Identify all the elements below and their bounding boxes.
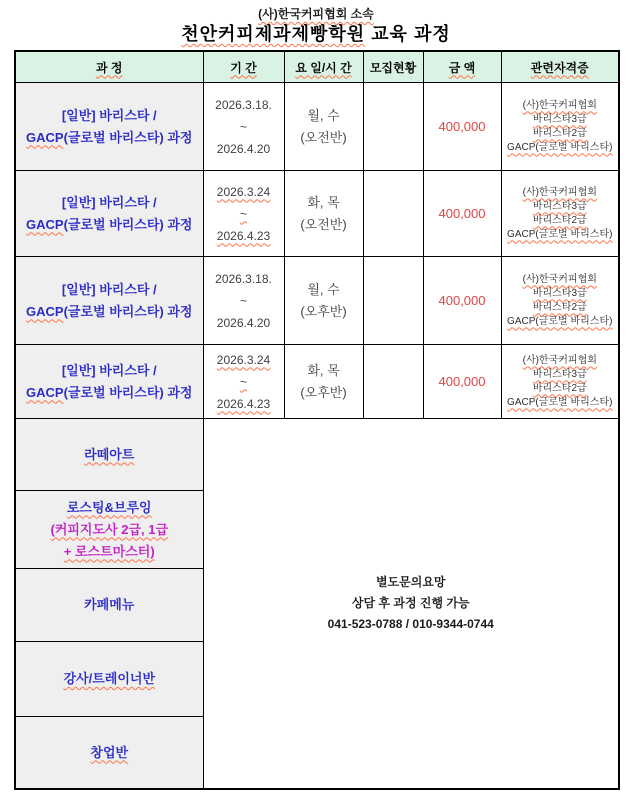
course-name-prefix: GACP [26, 384, 64, 400]
period-tilde: ~ [239, 206, 247, 221]
page-title-main: 천안커피제과제빵학원 [181, 24, 366, 44]
table-row [15, 171, 619, 257]
cert-line: 바리스타2급 [532, 301, 587, 313]
course-name-cell-cafe-menu [15, 569, 203, 642]
recruit-status-cell [363, 345, 423, 419]
daytime-cell [284, 345, 363, 419]
cert-line: 바리스타2급 [532, 382, 587, 394]
course-name-rest: (글로벌 바리스타) 과정 [63, 216, 193, 232]
course-name-cell-latte-art [15, 419, 203, 491]
cert-line: 바리스타3급 [532, 368, 587, 380]
course-name-line2 [18, 127, 201, 149]
org-subtitle: (사)한국커피협회 소속 [258, 7, 374, 21]
course-name-rest: (글로벌 바리스타) 과정 [63, 303, 193, 319]
notice-phone-numbers: 041-523-0788 / 010-9344-0744 [327, 617, 494, 631]
table-header-row [15, 51, 619, 83]
course-name-line2 [18, 382, 201, 404]
col-header-price: 금 액 [423, 51, 501, 83]
period-end: 2026.4.20 [216, 141, 271, 156]
period-cell [203, 257, 284, 345]
inquiry-notice-cell [203, 419, 619, 790]
course-name-line1: [일반] 바리스타 / [61, 281, 157, 297]
course-name-cell [15, 345, 203, 419]
table-row [15, 345, 619, 419]
session: (오전반) [300, 129, 347, 145]
price-cell: 400,000 [423, 83, 501, 171]
page-title [14, 22, 618, 46]
notice-line2: 상담 후 과정 진행 가능 [351, 596, 470, 610]
col-header-course: 과 정 [15, 51, 203, 83]
cert-line: 바리스타3급 [532, 287, 587, 299]
col-header-recruit: 모집현황 [363, 51, 423, 83]
course-name-prefix: GACP [26, 129, 64, 145]
period-start: 2026.3.24 [216, 352, 271, 367]
course-name-cell [15, 257, 203, 345]
course-name-line1: [일반] 바리스타 / [61, 362, 157, 378]
cert-line: (사)한국커피협회 [522, 273, 597, 285]
notice-line1: 별도문의요망 [375, 575, 446, 589]
cert-line: 바리스타2급 [532, 214, 587, 226]
cert-line: GACP(글로벌 바리스타) [507, 315, 613, 327]
table-row [15, 419, 619, 491]
period-tilde: ~ [239, 119, 247, 134]
course-name-cell [15, 83, 203, 171]
course-name-line2 [18, 301, 201, 323]
course-name-rest: (글로벌 바리스타) 과정 [63, 129, 193, 145]
col-header-certs: 관련자격증 [501, 51, 619, 83]
price-cell: 400,000 [423, 345, 501, 419]
course-name-line2 [18, 214, 201, 236]
course-name-line1: [일반] 바리스타 / [61, 107, 157, 123]
cert-line: (사)한국커피협회 [522, 186, 597, 198]
course-name: 로스팅&브루잉 [66, 499, 152, 515]
col-header-daytime: 요 일/시 간 [284, 51, 363, 83]
recruit-status-cell [363, 83, 423, 171]
period-end: 2026.4.20 [216, 315, 271, 330]
cert-line: 바리스타3급 [532, 200, 587, 212]
recruit-status-cell [363, 257, 423, 345]
daytime-cell [284, 257, 363, 345]
certs-cell [501, 83, 619, 171]
course-name-prefix: GACP [26, 303, 64, 319]
period-start: 2026.3.18. [215, 271, 272, 286]
course-name: 라떼아트 [84, 446, 135, 462]
cert-line: GACP(글로벌 바리스타) [507, 228, 613, 240]
daytime-cell [284, 171, 363, 257]
cert-line: GACP(글로벌 바리스타) [507, 141, 613, 153]
table-row [15, 257, 619, 345]
price-cell: 400,000 [423, 257, 501, 345]
period-tilde: ~ [239, 293, 247, 308]
course-name: 강사/트레이너반 [63, 671, 156, 686]
period-end: 2026.4.23 [216, 228, 271, 243]
period-tilde: ~ [239, 374, 247, 389]
cert-line: 바리스타2급 [532, 127, 587, 139]
certs-cell [501, 257, 619, 345]
course-name-cell-roasting-brewing [15, 491, 203, 569]
course-name: 창업반 [90, 744, 129, 760]
course-name-cell [15, 171, 203, 257]
page-title-rest: 교육 과정 [371, 24, 451, 44]
certs-cell [501, 345, 619, 419]
cert-line: (사)한국커피협회 [522, 99, 597, 111]
course-name-line1: [일반] 바리스타 / [61, 194, 157, 210]
period-cell [203, 345, 284, 419]
certs-cell [501, 171, 619, 257]
days: 월, 수 [307, 281, 340, 297]
session: (오후반) [300, 384, 347, 400]
recruit-status-cell [363, 171, 423, 257]
cert-line: (사)한국커피협회 [522, 354, 597, 366]
price-cell: 400,000 [423, 171, 501, 257]
cert-line: 바리스타3급 [532, 113, 587, 125]
title-block [14, 0, 618, 46]
course-name-cell-startup [15, 717, 203, 790]
session: (오전반) [300, 216, 347, 232]
course-subtitle-line2: + 로스트마스터) [63, 543, 155, 559]
course-name-rest: (글로벌 바리스타) 과정 [63, 384, 193, 400]
period-cell [203, 171, 284, 257]
period-end: 2026.4.23 [216, 396, 271, 411]
period-cell [203, 83, 284, 171]
period-start: 2026.3.24 [216, 184, 271, 199]
session: (오후반) [300, 303, 347, 319]
period-start: 2026.3.18. [215, 97, 272, 112]
course-schedule-table [14, 50, 620, 790]
days: 월, 수 [307, 107, 340, 123]
course-name-prefix: GACP [26, 216, 64, 232]
col-header-period: 기 간 [203, 51, 284, 83]
course-name: 카페메뉴 [84, 597, 135, 612]
days: 화, 목 [307, 362, 340, 378]
course-name-cell-trainer [15, 642, 203, 717]
course-subtitle-line1: (커피지도사 2급, 1급 [50, 521, 169, 537]
days: 화, 목 [307, 194, 340, 210]
table-row [15, 83, 619, 171]
cert-line: GACP(글로벌 바리스타) [507, 396, 613, 408]
daytime-cell [284, 83, 363, 171]
